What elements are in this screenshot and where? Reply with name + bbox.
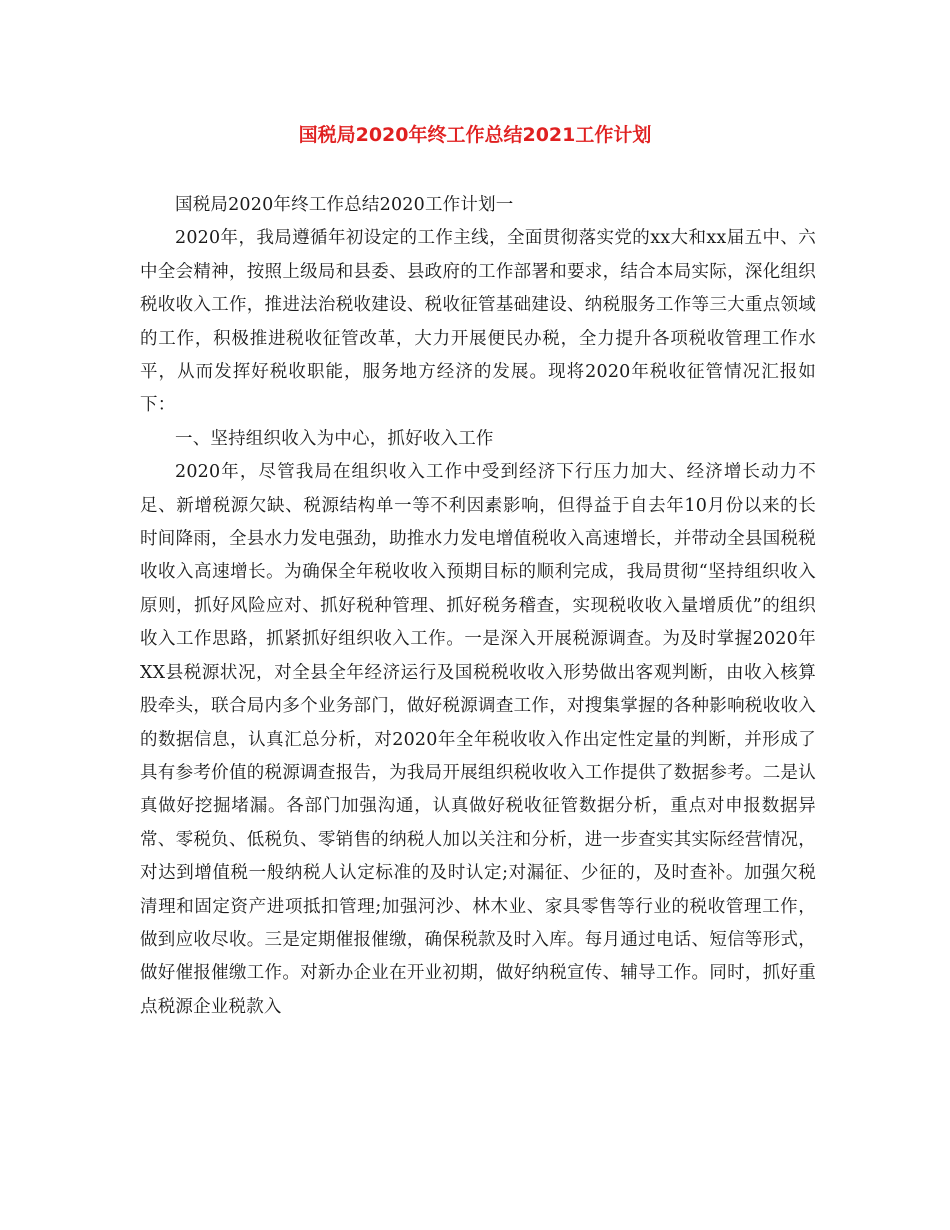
document-body — [140, 189, 816, 1024]
paragraph-revenue-work: 2020年，尽管我局在组织收入工作中受到经济下行压力加大、经济增长动力不足、新增税源欠缺、税源结构单一等不利因素影响，但得益于自去年10月份以来的长时间降雨，全县水力发电强劲，助推水力发电增值税收入高速增长，并带动全县国税税收收入高速增长。为确保全年税收收入预期目标的顺利完成，我局贯彻“坚持组织收入原则，抓好风险应对、抓好税种管理、抓好税务稽查，实现税收收入量增质优”的组织收入工作思路，抓紧抓好组织收入工作。一是深入开展税源调查。为及时掌握2020年XX县税源状况，对全县全年经济运行及国税税收收入形势做出客观判断，由收入核算股牵头，联合局内多个业务部门，做好税源调查工作，对搜集掌握的各种影响税收收入的数据信息，认真汇总分析，对2020年全年税收收入作出定性定量的判断，并形成了具有参考价值的税源调查报告，为我局开展组织税收收入工作提供了数据参考。二是认真做好挖掘堵漏。各部门加强沟通，认真做好税收征管数据分析，重点对申报数据异常、零税负、低税负、零销售的纳税人加以关注和分析，进一步查实其实际经营情况，对达到增值税一般纳税人认定标准的及时认定;对漏征、少征的，及时查补。加强欠税清理和固定资产进项抵扣管理;加强河沙、林木业、家具零售等行业的税收管理工作，做到应收尽收。三是定期催报催缴，确保税款及时入库。每月通过电话、短信等形式，做好催报催缴工作。对新办企业在开业初期，做好纳税宣传、辅导工作。同时，抓好重点税源企业税款入 — [140, 462, 816, 1017]
document-title: 国税局2020年终工作总结2021工作计划 — [298, 124, 652, 146]
section-heading: 一、坚持组织收入为中心，抓好收入工作 — [175, 428, 494, 449]
paragraph-subtitle: 国税局2020年终工作总结2020工作计划一 — [175, 195, 514, 215]
paragraph-intro: 2020年，我局遵循年初设定的工作主线，全面贯彻落实党的xx大和xx届五中、六中全会精神，按照上级局和县委、县政府的工作部署和要求，结合本局实际，深化组织税收收入工作，推进法治税收建设、税收征管基础建设、纳税服务工作等三大重点领域的工作，积极推进税收征管改革，大力开展便民办税，全力提升各项税收管理工作水平，从而发挥好税收职能，服务地方经济的发展。现将2020年税收征管情况汇报如下： — [140, 228, 816, 416]
